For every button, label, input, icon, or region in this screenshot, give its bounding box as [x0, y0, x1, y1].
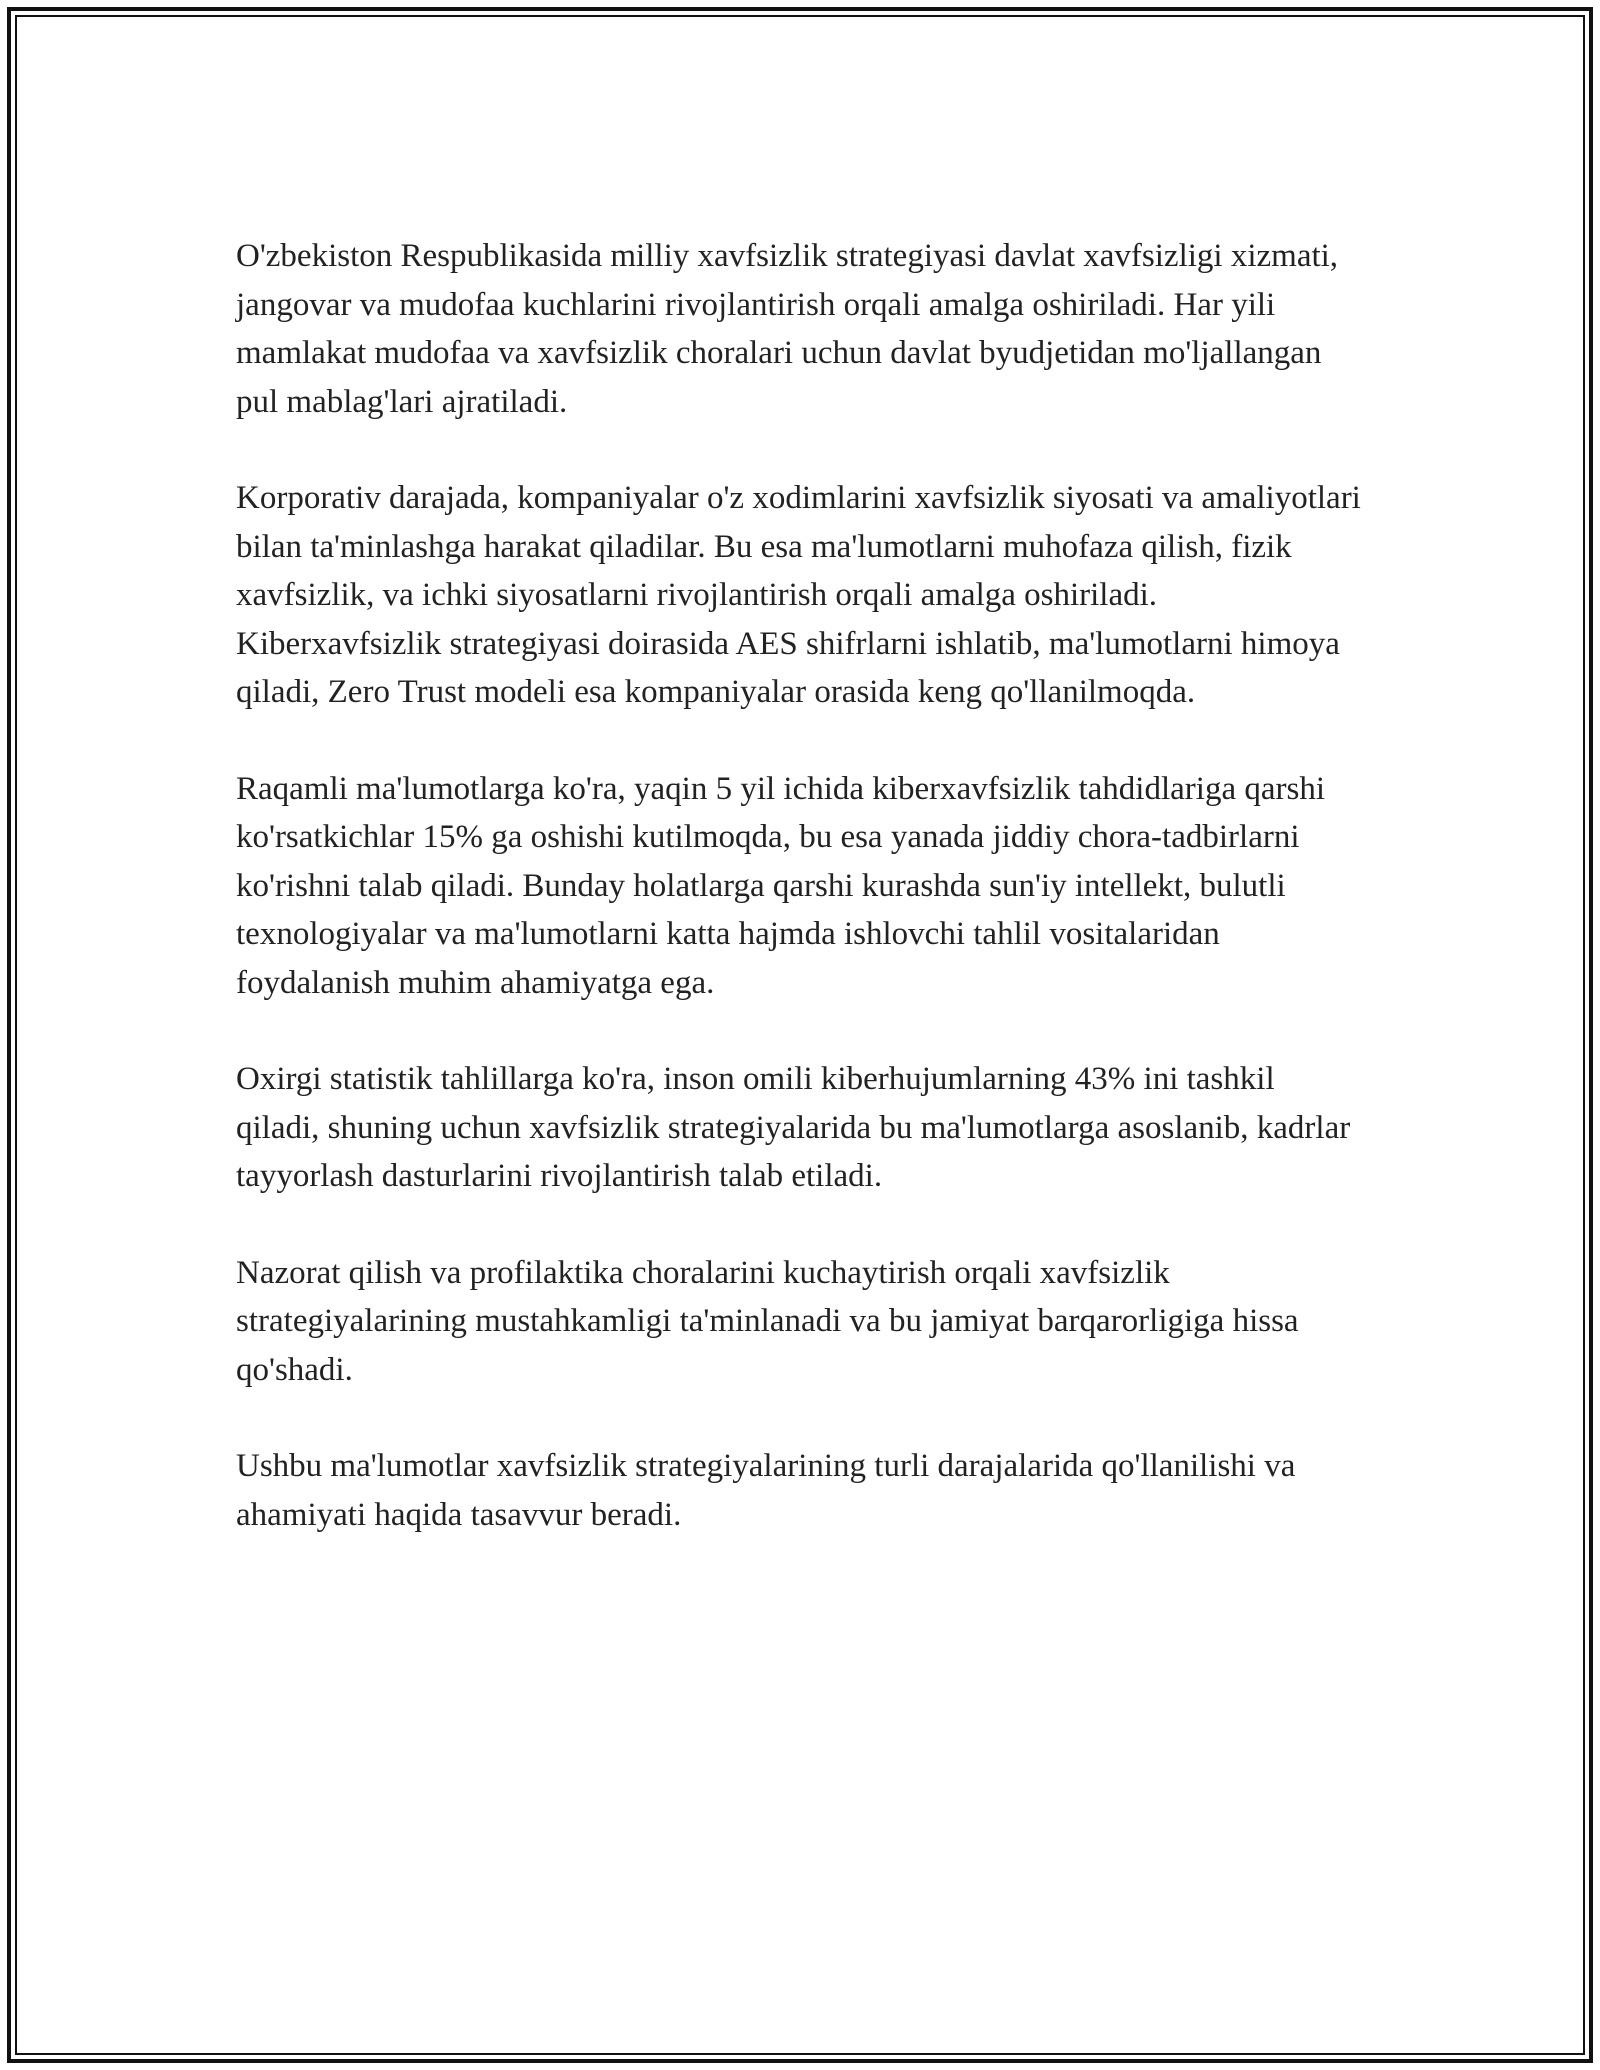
paragraph-2: Korporativ darajada, kompaniyalar o'z xodimlarini xavfsizlik siyosati va amaliyotlari bilan ta'minlashga harakat qiladilar. Bu esa ma'lumotlarni muhofaza qilish, fizik xavfsizlik, va ichki siyosatlarni rivojlantirish orqali amalga oshiriladi. Kiberxavfsizlik strategiyasi doirasida AES shifrlarni ishlatib, ma'lumotlarni himoya qiladi, Zero Trust modeli esa kompaniyalar orasida keng qo'llanilmoqda.: [236, 480, 1361, 710]
paragraph-6: Ushbu ma'lumotlar xavfsizlik strategiyalarining turli darajalarida qo'llanilishi va ahamiyati haqida tasavvur beradi.: [236, 1448, 1296, 1533]
paragraph-5: Nazorat qilish va profilaktika choralarini kuchaytirish orqali xavfsizlik strategiyalarining mustahkamligi ta'minlanadi va bu jamiyat barqarorligiga hissa qo'shadi.: [236, 1254, 1299, 1388]
paragraph-3: Raqamli ma'lumotlarga ko'ra, yaqin 5 yil ichida kiberxavfsizlik tahdidlariga qarshi ko'rsatkichlar 15% ga oshishi kutilmoqda, bu esa yanada jiddiy chora-tadbirlarni ko'rishni talab qiladi. Bunday holatlarga qarshi kurashda sun'iy intellekt, bulutli texnologiyalar va ma'lumotlarni katta hajmda ishlovchi tahlil vositalaridan foydalanish muhim ahamiyatga ega.: [236, 770, 1325, 1001]
paragraph-1: O'zbekiston Respublikasida milliy xavfsizlik strategiyasi davlat xavfsizligi xizmati, jangovar va mudofaa kuchlarini rivojlantirish orqali amalga oshiriladi. Har yili mamlakat mudofaa va xavfsizlik choralari uchun davlat byudjetidan mo'ljallangan pul mablag'lari ajratiladi.: [236, 238, 1339, 420]
document-body: [236, 232, 1366, 1587]
paragraph-4: Oxirgi statistik tahlillarga ko'ra, inson omili kiberhujumlarning 43% ini tashkil qiladi, shuning uchun xavfsizlik strategiyalarida bu ma'lumotlarga asoslanib, kadrlar tayyorlash dasturlarini rivojlantirish talab etiladi.: [236, 1061, 1351, 1194]
